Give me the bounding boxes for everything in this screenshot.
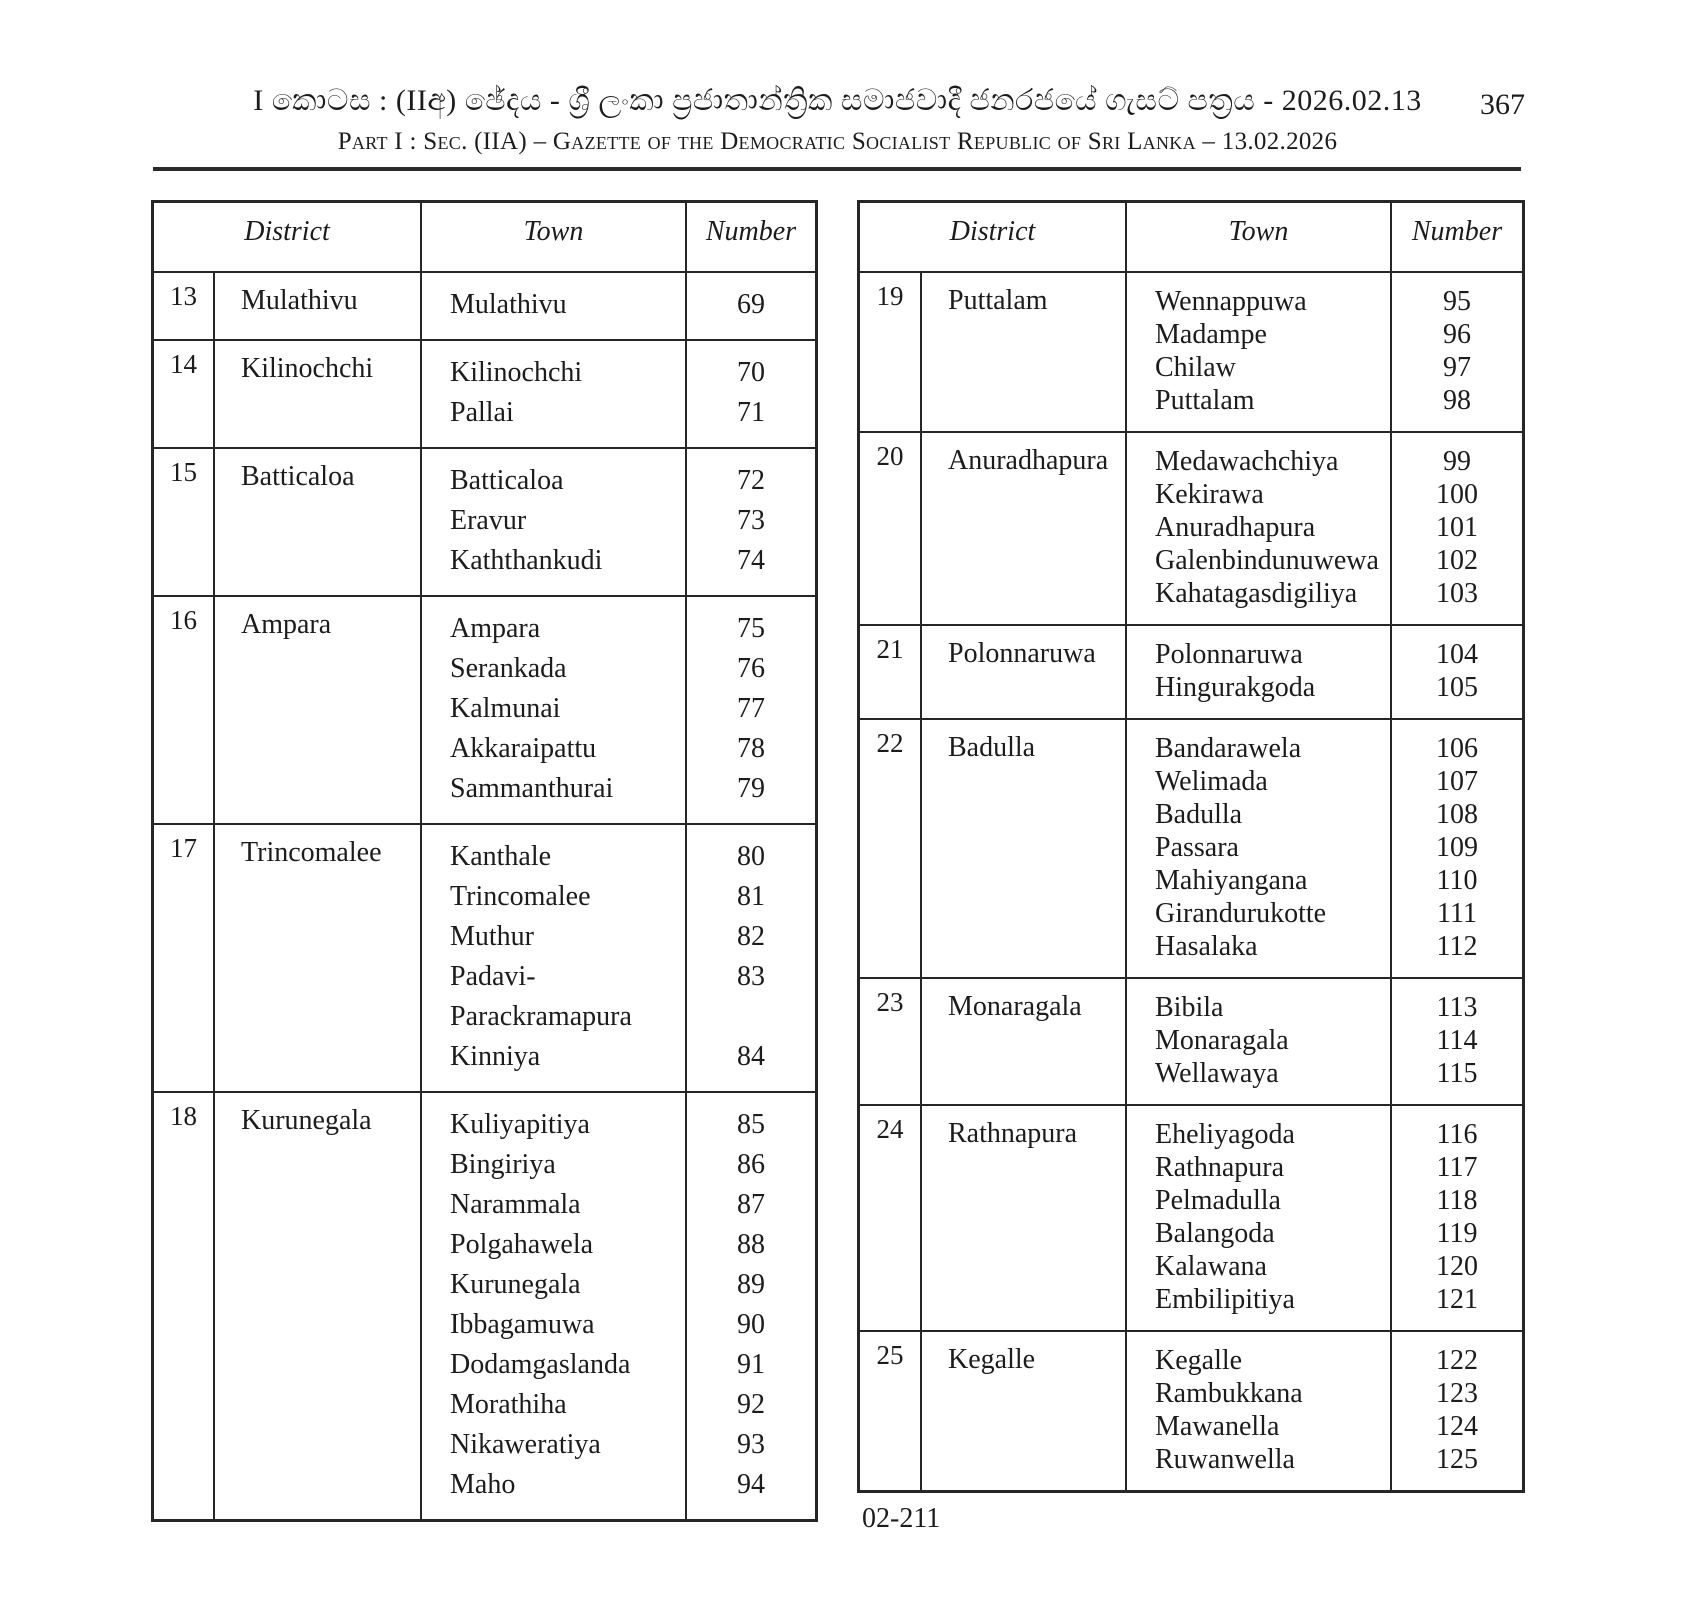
town-name: Kalmunai xyxy=(450,693,561,724)
town-number: 97 xyxy=(1443,352,1471,383)
town-number: 83 xyxy=(737,961,765,992)
town-number: 98 xyxy=(1443,385,1471,416)
table-row xyxy=(860,431,1522,624)
town-number: 101 xyxy=(1436,512,1478,543)
town-number: 93 xyxy=(737,1429,765,1460)
town-name: Muthur xyxy=(450,921,534,952)
town-number: 106 xyxy=(1436,733,1478,764)
town-number: 105 xyxy=(1436,672,1478,703)
town-list-cell xyxy=(1125,273,1390,431)
town-number: 102 xyxy=(1436,545,1478,576)
row-index: 16 xyxy=(154,597,215,823)
town-name: Wellawaya xyxy=(1155,1058,1279,1089)
town-name: Kurunegala xyxy=(450,1269,581,1300)
town-number: 125 xyxy=(1436,1444,1478,1475)
town-name: Monaragala xyxy=(1155,1025,1289,1056)
column-header-district: District xyxy=(244,216,330,247)
row-index: 21 xyxy=(860,626,922,718)
town-name: Parackramapura xyxy=(450,1001,632,1032)
town-name: Ruwanwella xyxy=(1155,1444,1295,1475)
table-row xyxy=(154,1091,815,1519)
town-name: Kahatagasdigiliya xyxy=(1155,578,1358,609)
town-name: Padavi- xyxy=(450,961,536,992)
town-name: Batticaloa xyxy=(450,465,564,496)
town-number: 70 xyxy=(737,357,765,388)
town-name: Anuradhapura xyxy=(1155,512,1316,543)
town-number: 116 xyxy=(1436,1119,1478,1150)
town-number: 74 xyxy=(737,545,765,576)
table-row xyxy=(154,271,815,339)
town-number: 114 xyxy=(1436,1025,1478,1056)
column-header-town: Town xyxy=(420,203,685,271)
town-name: Rambukkana xyxy=(1155,1378,1303,1409)
town-name: Welimada xyxy=(1155,766,1268,797)
table-row xyxy=(860,624,1522,718)
table-row xyxy=(154,823,815,1091)
town-name: Kilinochchi xyxy=(450,357,583,388)
town-list-cell xyxy=(420,825,685,1091)
number-list-cell xyxy=(685,341,815,447)
number-list-cell xyxy=(685,273,815,339)
town-number: 81 xyxy=(737,881,765,912)
town-number: 79 xyxy=(737,773,765,804)
town-list-cell xyxy=(420,341,685,447)
town-list-cell xyxy=(420,273,685,339)
column-header-number: Number xyxy=(685,203,815,271)
town-number: 111 xyxy=(1437,898,1477,929)
town-number: 100 xyxy=(1436,479,1478,510)
number-list-cell xyxy=(685,597,815,823)
number-list-cell xyxy=(1390,1332,1522,1490)
town-number: 121 xyxy=(1436,1284,1478,1315)
town-name: Balangoda xyxy=(1155,1218,1275,1249)
table-row xyxy=(860,1104,1522,1330)
district-name: Kegalle xyxy=(948,1344,1036,1375)
town-name: Maho xyxy=(450,1469,516,1500)
town-name: Kinniya xyxy=(450,1041,541,1072)
town-list-cell xyxy=(420,1093,685,1519)
row-index: 25 xyxy=(860,1332,922,1490)
page-number: 367 xyxy=(1480,88,1525,121)
row-index: 18 xyxy=(154,1093,215,1519)
district-name: Badulla xyxy=(948,732,1036,763)
town-number: 99 xyxy=(1443,446,1471,477)
row-index: 17 xyxy=(154,825,215,1091)
town-name: Kekirawa xyxy=(1155,479,1264,510)
row-index: 15 xyxy=(154,449,215,595)
town-name: Polgahawela xyxy=(450,1229,594,1260)
town-number: 103 xyxy=(1436,578,1478,609)
table-header-row xyxy=(154,203,815,271)
town-list-cell xyxy=(1125,1332,1390,1490)
district-name: Kurunegala xyxy=(241,1105,372,1136)
district-name: Rathnapura xyxy=(948,1118,1078,1149)
town-number: 75 xyxy=(737,613,765,644)
table-row xyxy=(860,1330,1522,1490)
town-number: 94 xyxy=(737,1469,765,1500)
town-name: Bandarawela xyxy=(1155,733,1302,764)
number-list-cell xyxy=(1390,273,1522,431)
town-list-cell xyxy=(1125,626,1390,718)
row-index: 23 xyxy=(860,979,922,1104)
town-number: 96 xyxy=(1443,319,1471,350)
town-list-cell xyxy=(1125,979,1390,1104)
town-name: Passara xyxy=(1155,832,1239,863)
table-row xyxy=(860,977,1522,1104)
table-header-row xyxy=(860,203,1522,271)
town-number: 82 xyxy=(737,921,765,952)
town-name: Embilipitiya xyxy=(1155,1284,1295,1315)
town-name: Puttalam xyxy=(1155,385,1255,416)
town-number: 115 xyxy=(1436,1058,1478,1089)
town-name: Akkaraipattu xyxy=(450,733,597,764)
number-list-cell xyxy=(1390,626,1522,718)
town-number: 113 xyxy=(1436,992,1478,1023)
town-number: 123 xyxy=(1436,1378,1478,1409)
town-list-cell xyxy=(420,597,685,823)
town-name: Mahiyangana xyxy=(1155,865,1308,896)
town-name: Chilaw xyxy=(1155,352,1236,383)
town-name: Polonnaruwa xyxy=(1155,639,1303,670)
town-name: Pallai xyxy=(450,397,514,428)
town-number: 90 xyxy=(737,1309,765,1340)
town-name: Eheliyagoda xyxy=(1155,1119,1295,1150)
table-body xyxy=(154,271,815,1519)
town-name: Medawachchiya xyxy=(1155,446,1339,477)
number-list-cell xyxy=(685,449,815,595)
number-list-cell xyxy=(1390,1106,1522,1330)
header-divider-rule xyxy=(153,167,1521,171)
gazette-table-left xyxy=(151,200,818,1522)
town-name: Ibbagamuwa xyxy=(450,1309,595,1340)
town-number: 73 xyxy=(737,505,765,536)
column-header-town: Town xyxy=(1125,203,1390,271)
table-row xyxy=(154,339,815,447)
town-number: 89 xyxy=(737,1269,765,1300)
town-number: 86 xyxy=(737,1149,765,1180)
town-number: 69 xyxy=(737,289,765,320)
town-name: Dodamgaslanda xyxy=(450,1349,631,1380)
number-list-cell xyxy=(685,825,815,1091)
town-number: 91 xyxy=(737,1349,765,1380)
town-number: 110 xyxy=(1436,865,1478,896)
number-list-cell xyxy=(1390,433,1522,624)
header-sinhala-title: I කොටස : (IIඅ) ඡේදය - ශ්‍රී ලංකා ප්‍රජාතාන්ත්‍රික සමාජවාදී ජනරජයේ ගැසට් පත්‍රය - 2026.02.13 xyxy=(253,84,1422,117)
number-list-cell xyxy=(1390,720,1522,977)
town-number: 77 xyxy=(737,693,765,724)
town-number: 72 xyxy=(737,465,765,496)
town-name: Girandurukotte xyxy=(1155,898,1327,929)
district-name: Trincomalee xyxy=(241,837,382,868)
town-name: Serankada xyxy=(450,653,567,684)
town-number: 112 xyxy=(1436,931,1478,962)
row-index: 22 xyxy=(860,720,922,977)
town-name: Rathnapura xyxy=(1155,1152,1285,1183)
town-name: Narammala xyxy=(450,1189,581,1220)
town-name: Nikaweratiya xyxy=(450,1429,601,1460)
town-name: Sammanthurai xyxy=(450,773,614,804)
town-name: Morathiha xyxy=(450,1389,567,1420)
town-name: Mawanella xyxy=(1155,1411,1280,1442)
district-name: Puttalam xyxy=(948,285,1048,316)
town-name: Ampara xyxy=(450,613,541,644)
town-name: Hasalaka xyxy=(1155,931,1258,962)
town-name: Galenbindunuwewa xyxy=(1155,545,1379,576)
row-index: 13 xyxy=(154,273,215,339)
town-number: 78 xyxy=(737,733,765,764)
town-number: 120 xyxy=(1436,1251,1478,1282)
town-number: 84 xyxy=(737,1041,765,1072)
table-row xyxy=(860,718,1522,977)
town-name: Hingurakgoda xyxy=(1155,672,1316,703)
table-body xyxy=(860,271,1522,1490)
town-name: Kaththankudi xyxy=(450,545,603,576)
table-row xyxy=(154,595,815,823)
gazette-table-right xyxy=(857,200,1525,1493)
town-number: 92 xyxy=(737,1389,765,1420)
town-name: Eravur xyxy=(450,505,527,536)
town-number: 85 xyxy=(737,1109,765,1140)
town-number: 80 xyxy=(737,841,765,872)
town-name: Trincomalee xyxy=(450,881,591,912)
town-name: Kanthale xyxy=(450,841,552,872)
town-name: Kegalle xyxy=(1155,1345,1243,1376)
town-number: 124 xyxy=(1436,1411,1478,1442)
column-header-number: Number xyxy=(1390,203,1522,271)
town-number: 88 xyxy=(737,1229,765,1260)
town-list-cell xyxy=(1125,1106,1390,1330)
town-name: Mulathivu xyxy=(450,289,567,320)
town-number: 107 xyxy=(1436,766,1478,797)
town-name: Badulla xyxy=(1155,799,1243,830)
town-number: 109 xyxy=(1436,832,1478,863)
town-number: 108 xyxy=(1436,799,1478,830)
row-index: 24 xyxy=(860,1106,922,1330)
town-number: 87 xyxy=(737,1189,765,1220)
header-english-title: Part I : Sec. (IIA) – Gazette of the Democratic Socialist Republic of Sri Lanka – 13.02.2026 xyxy=(337,128,1338,155)
town-name: Kalawana xyxy=(1155,1251,1267,1282)
district-name: Polonnaruwa xyxy=(948,638,1096,669)
district-name: Monaragala xyxy=(948,991,1082,1022)
district-name: Anuradhapura xyxy=(948,445,1109,476)
town-name: Wennappuwa xyxy=(1155,286,1307,317)
number-list-cell xyxy=(1390,979,1522,1104)
town-number: 71 xyxy=(737,397,765,428)
number-list-cell xyxy=(685,1093,815,1519)
town-number: 104 xyxy=(1436,639,1478,670)
district-name: Mulathivu xyxy=(241,285,358,316)
row-index: 20 xyxy=(860,433,922,624)
town-number: 122 xyxy=(1436,1345,1478,1376)
table-row xyxy=(154,447,815,595)
town-name: Bibila xyxy=(1155,992,1224,1023)
town-number: 118 xyxy=(1436,1185,1478,1216)
town-name: Kuliyapitiya xyxy=(450,1109,590,1140)
town-list-cell xyxy=(420,449,685,595)
town-number xyxy=(691,997,811,1037)
town-name: Madampe xyxy=(1155,319,1267,350)
town-list-cell xyxy=(1125,720,1390,977)
town-number: 95 xyxy=(1443,286,1471,317)
row-index: 19 xyxy=(860,273,922,431)
district-name: Kilinochchi xyxy=(241,353,374,384)
town-number: 117 xyxy=(1436,1152,1478,1183)
town-list-cell xyxy=(1125,433,1390,624)
district-name: Ampara xyxy=(241,609,332,640)
row-index: 14 xyxy=(154,341,215,447)
town-number: 76 xyxy=(737,653,765,684)
town-name: Pelmadulla xyxy=(1155,1185,1281,1216)
town-number: 119 xyxy=(1436,1218,1478,1249)
town-name: Bingiriya xyxy=(450,1149,556,1180)
footer-notice-code: 02-211 xyxy=(862,1503,941,1534)
district-name: Batticaloa xyxy=(241,461,355,492)
table-row xyxy=(860,271,1522,431)
column-header-district: District xyxy=(949,216,1036,247)
